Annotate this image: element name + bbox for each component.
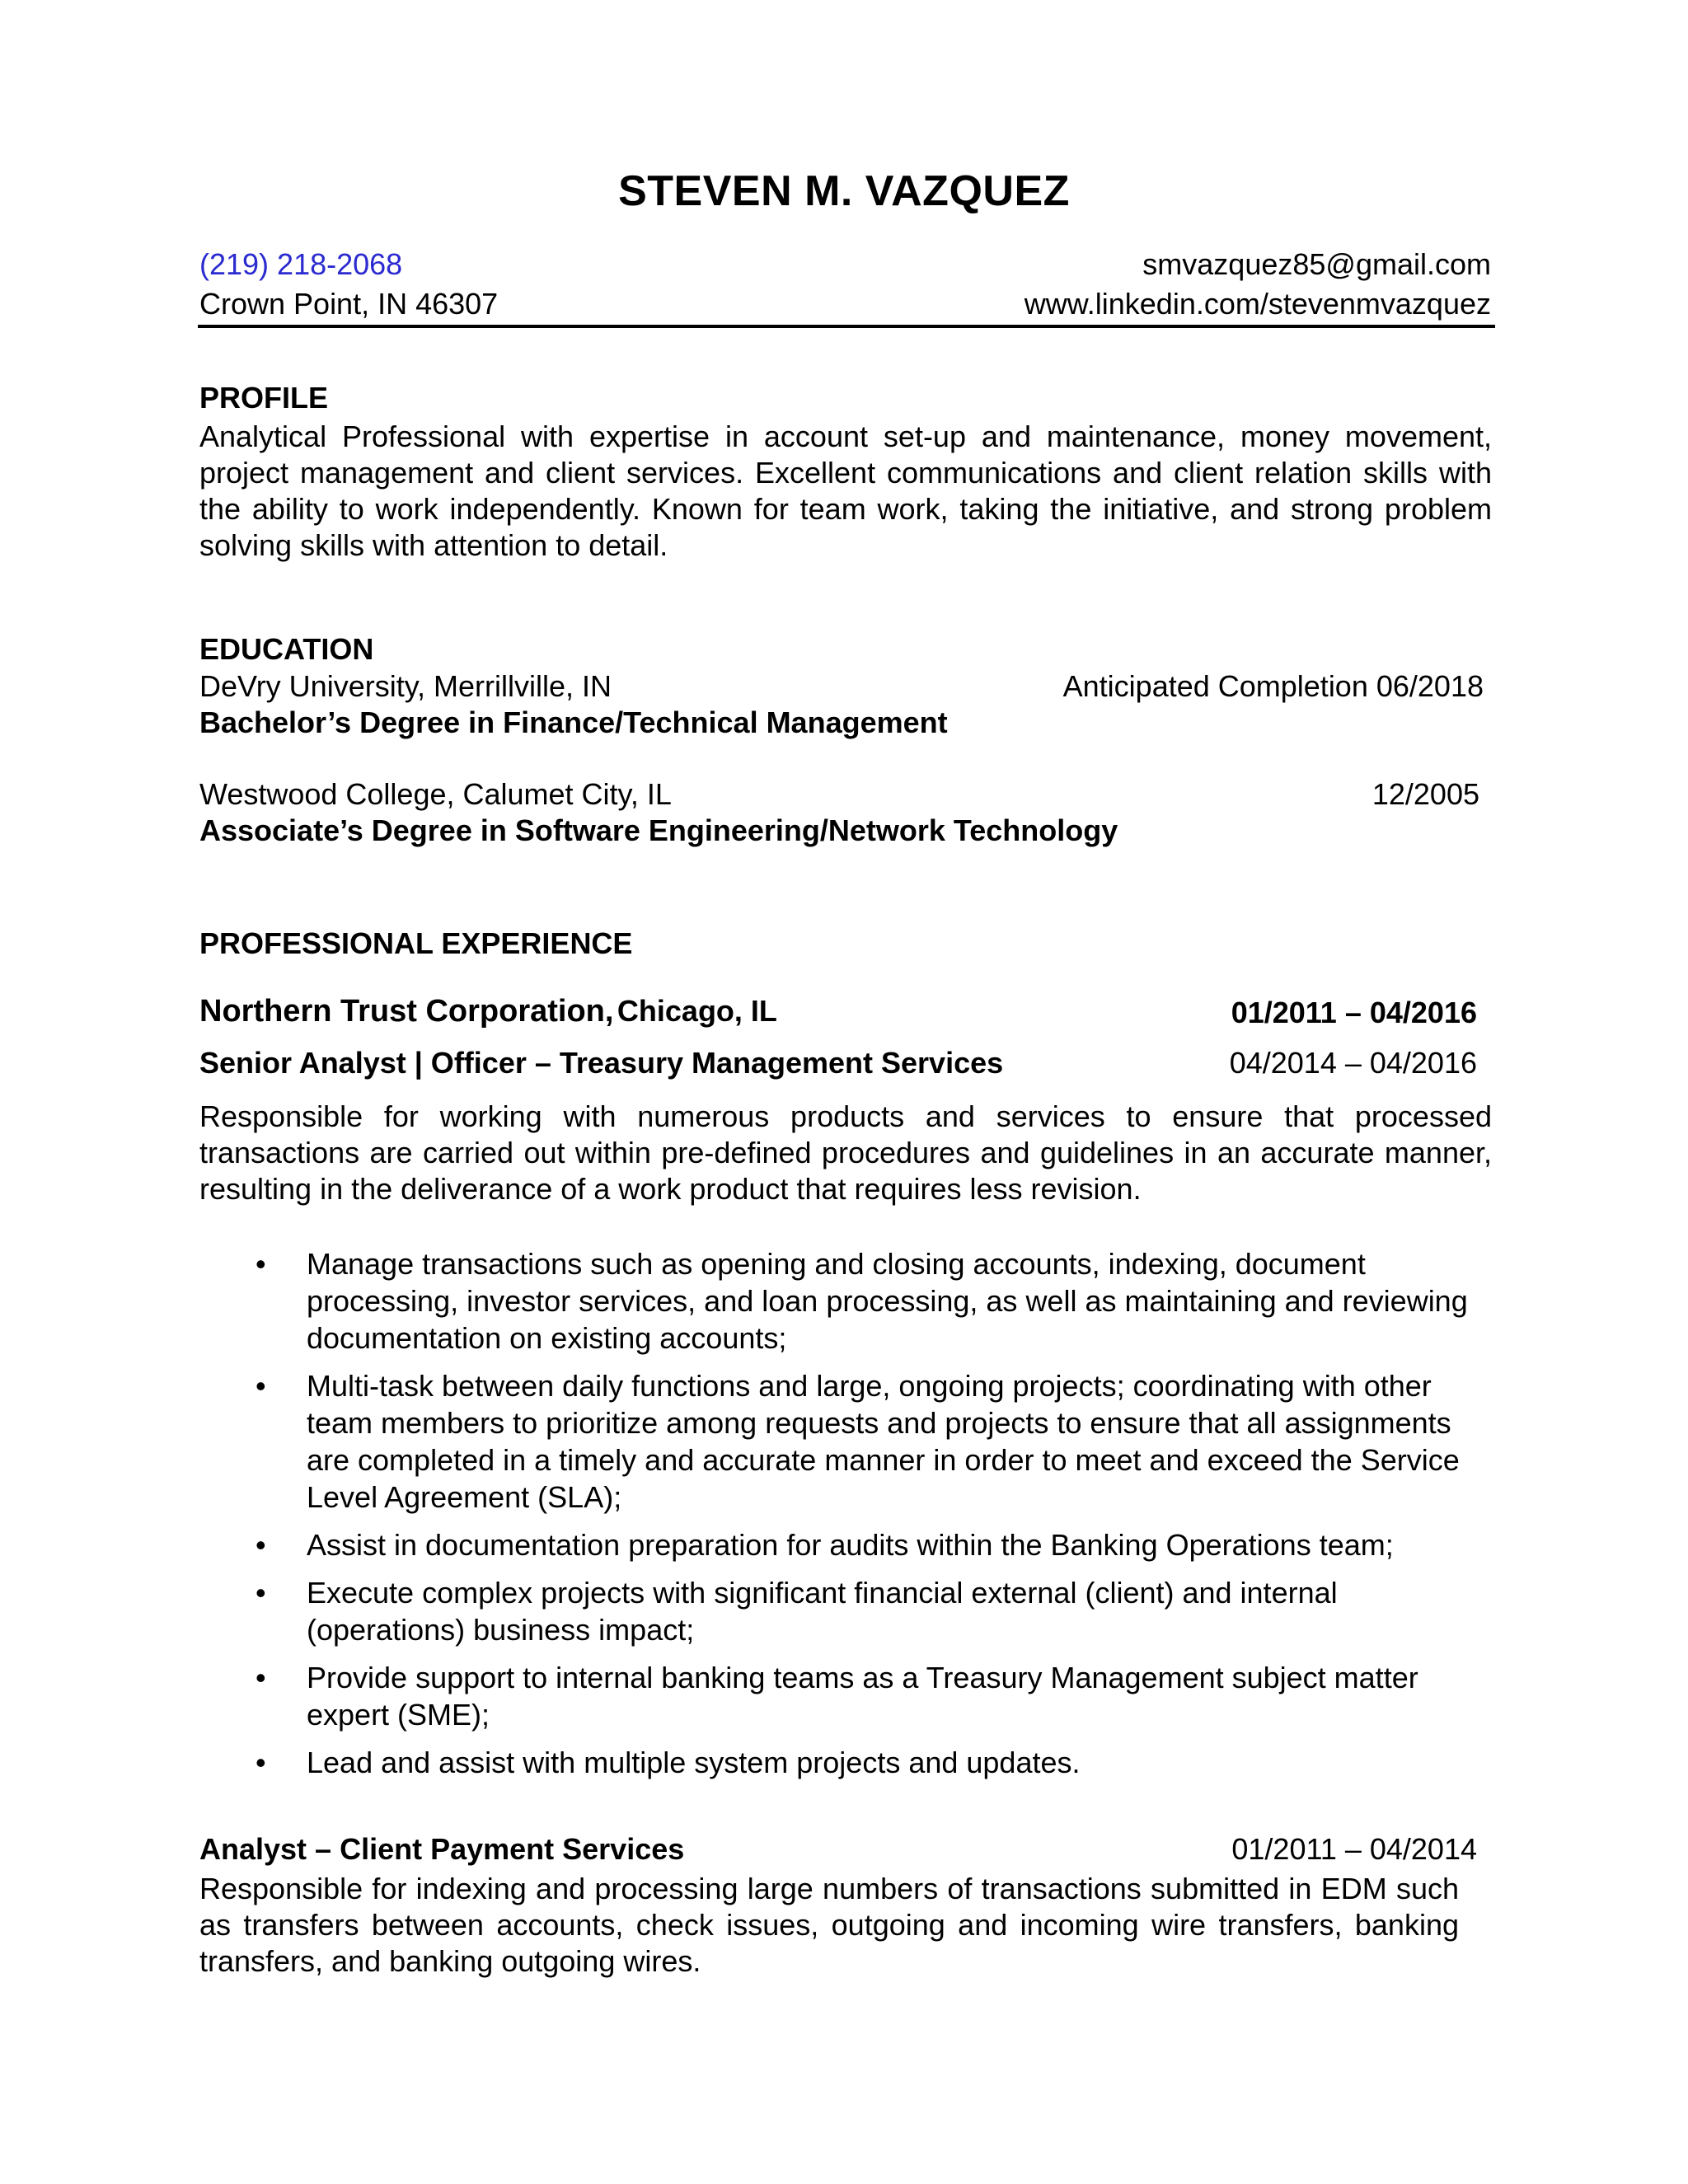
- school-name: DeVry University, Merrillville, IN: [199, 669, 612, 703]
- list-item: • Manage transactions such as opening and closing accounts, indexing, document processing, investor services, and loan processing, as well as maintaining and reviewing documentation on existing accounts;: [256, 1247, 1468, 1355]
- list-item: • Provide support to internal banking teams as a Treasury Management subject matter expert (SME);: [256, 1661, 1418, 1732]
- education-heading: EDUCATION: [199, 632, 374, 666]
- company-name: Northern Trust Corporation,: [199, 994, 614, 1029]
- company-dates: 01/2011 – 04/2016: [1231, 996, 1477, 1029]
- role-dates: 01/2011 – 04/2014: [1231, 1832, 1477, 1866]
- degree-title: Associate’s Degree in Software Engineering/Network Technology: [199, 813, 1118, 847]
- role-summary: Responsible for indexing and processing large numbers of transactions submitted in EDM such as transfers between accounts, check issues, outgoing and incoming wire transfers, banking transfers, and banking outgoing wires.: [199, 1872, 1459, 1978]
- experience-heading: PROFESSIONAL EXPERIENCE: [199, 926, 633, 960]
- phone-number[interactable]: (219) 218-2068: [199, 247, 403, 281]
- candidate-name: STEVEN M. VAZQUEZ: [618, 167, 1070, 215]
- company-line: [199, 994, 777, 1029]
- bullet-icon: •: [256, 1746, 266, 1779]
- role-summary: Responsible for working with numerous products and services to ensure that processed transactions are carried out within pre-defined procedures and guidelines in an accurate manner, resulting in the deliverance of a work product that requires less revision.: [199, 1099, 1492, 1206]
- list-item: • Execute complex projects with significant financial external (client) and internal (operations) business impact;: [256, 1576, 1338, 1647]
- school-date: 12/2005: [1372, 777, 1479, 811]
- header-divider: [198, 325, 1495, 328]
- list-item: • Assist in documentation preparation for audits within the Banking Operations team;: [256, 1528, 1394, 1562]
- email-address[interactable]: smvazquez85@gmail.com: [1142, 247, 1491, 281]
- profile-text: Analytical Professional with expertise in account set-up and maintenance, money movement, project management and client services. Excellent communications and client relation skills with the ability to work independently. Known for team work, taking the initiative, and strong problem solving skills with attention to detail.: [199, 419, 1492, 562]
- responsibility-list: [256, 1245, 1477, 1792]
- bullet-icon: •: [256, 1576, 266, 1610]
- location: Crown Point, IN 46307: [199, 287, 499, 321]
- list-item: • Multi-task between daily functions and large, ongoing projects; coordinating with other team members to prioritize among requests and projects to ensure that all assignments are completed in a timely and accurate manner in order to meet and exceed the Service Level Agreement (SLA);: [256, 1369, 1460, 1514]
- bullet-icon: •: [256, 1528, 266, 1562]
- role-title: Senior Analyst | Officer – Treasury Management Services: [199, 1046, 1004, 1080]
- role-dates: 04/2014 – 04/2016: [1229, 1046, 1477, 1080]
- school-date: Anticipated Completion 06/2018: [1062, 669, 1484, 703]
- profile-heading: PROFILE: [199, 381, 329, 415]
- school-name: Westwood College, Calumet City, IL: [199, 777, 672, 811]
- role-title: Analyst – Client Payment Services: [199, 1832, 685, 1866]
- bullet-icon: •: [256, 1369, 266, 1403]
- linkedin-url[interactable]: www.linkedin.com/stevenmvazquez: [1024, 287, 1491, 321]
- bullet-icon: •: [256, 1661, 266, 1694]
- company-city: Chicago, IL: [617, 994, 777, 1028]
- bullet-icon: •: [256, 1247, 266, 1281]
- degree-title: Bachelor’s Degree in Finance/Technical Management: [199, 705, 948, 739]
- list-item: • Lead and assist with multiple system projects and updates.: [256, 1746, 1081, 1779]
